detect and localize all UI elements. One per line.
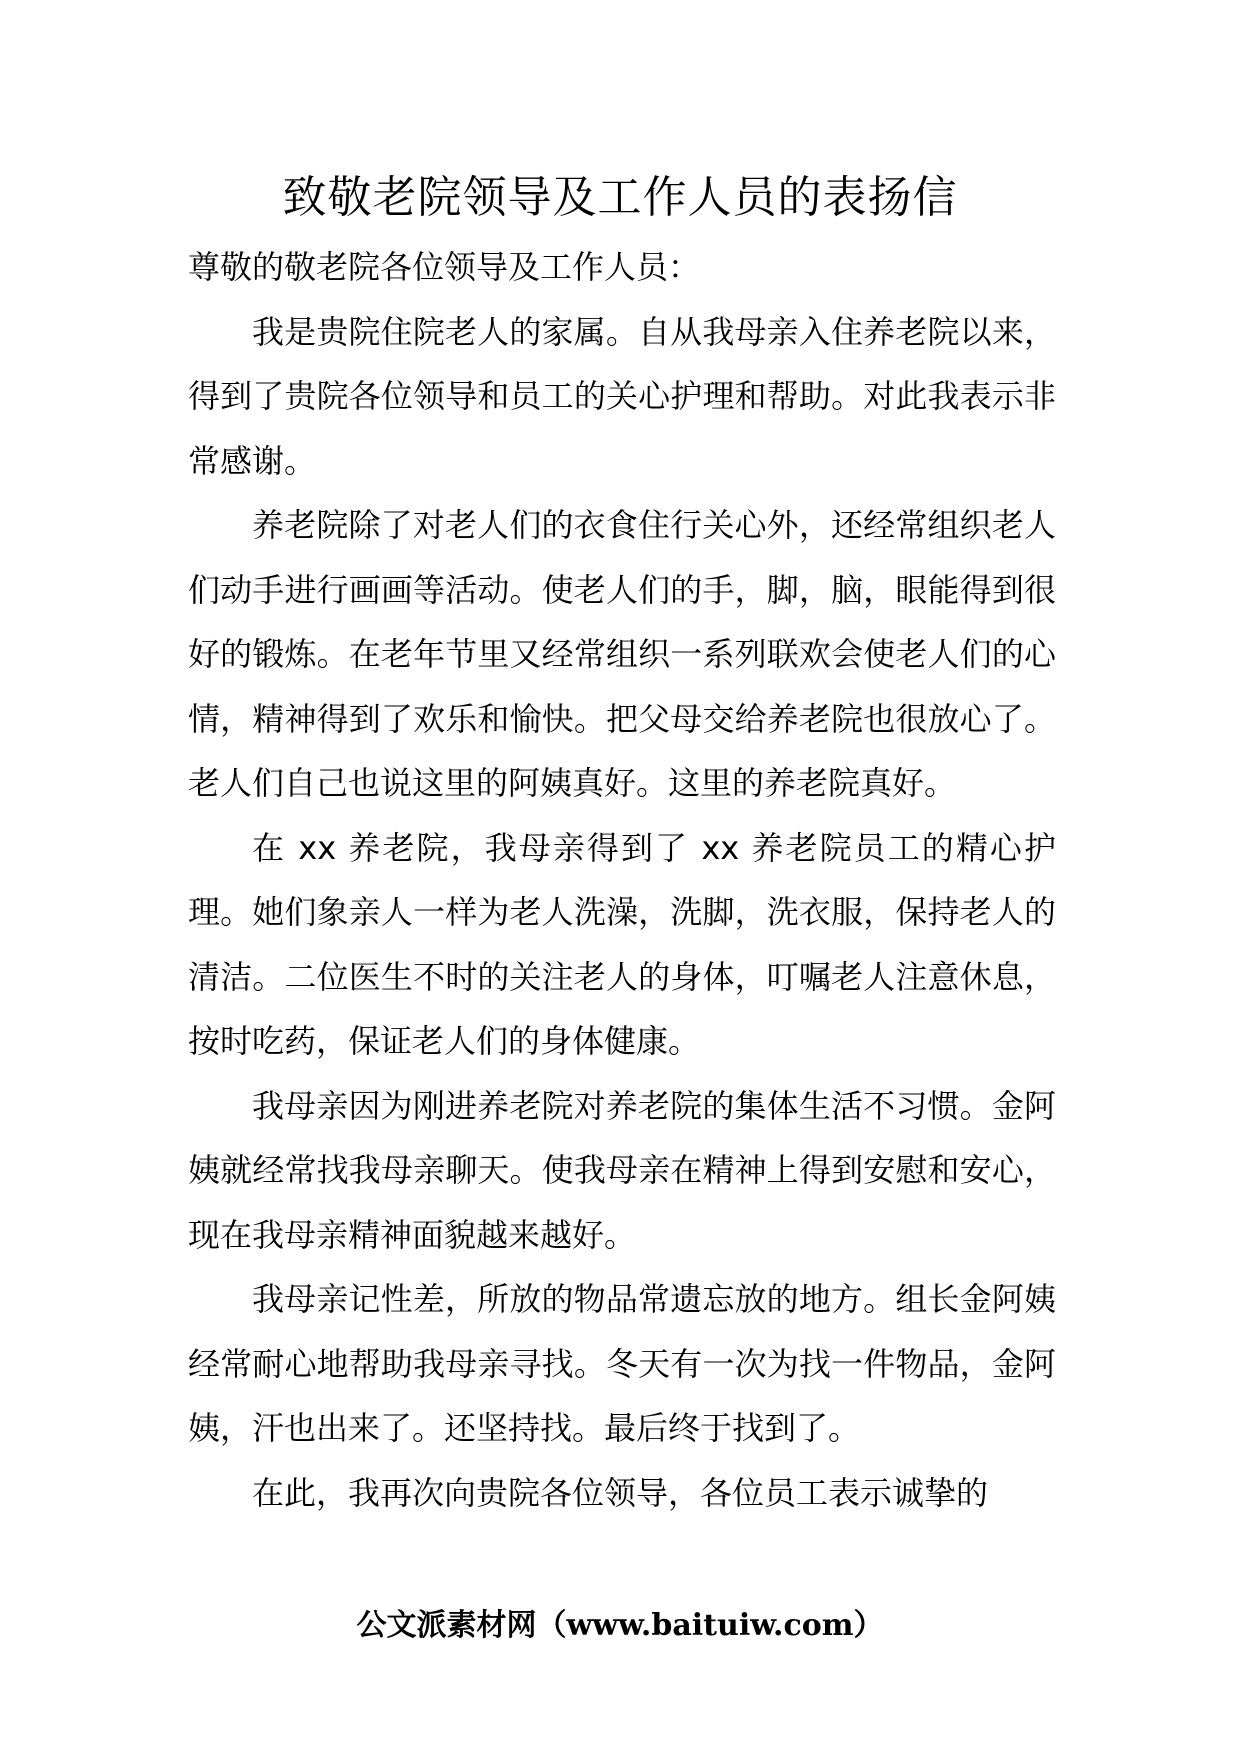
paragraph: 我母亲记性差，所放的物品常遗忘放的地方。组长金阿姨经常耐心地帮助我母亲寻找。冬天有一次为找一件物品，金阿姨，汗也出来了。还坚持找。最后终于找到了。 [188, 1280, 1056, 1447]
paragraph: 我母亲因为刚进养老院对养老院的集体生活不习惯。金阿姨就经常找我母亲聊天。使我母亲在精神上得到安慰和安心，现在我母亲精神面貌越来越好。 [188, 1086, 1056, 1254]
salutation: 尊敬的敬老院各位领导及工作人员： [188, 248, 701, 286]
paragraph: 我是贵院住院老人的家属。自从我母亲入住养老院以来，得到了贵院各位领导和员工的关心护理和帮助。对此我表示非常感谢。 [188, 312, 1056, 480]
letter-body [188, 235, 1056, 1525]
paragraph: 在此，我再次向贵院各位领导，各位员工表示诚挚的 [252, 1473, 989, 1512]
document-title: 致敬老院领导及工作人员的表扬信 [282, 172, 958, 223]
paragraph: 养老院除了对老人们的衣食住行关心外，还经常组织老人们动手进行画画等活动。使老人们的手，脚，脑，眼能得到很好的锻炼。在老年节里又经常组织一系列联欢会使老人们的心情，精神得到了欢乐和愉快。把父母交给养老院也很放心了。老人们自己也说这里的阿姨真好。这里的养老院真好。 [188, 506, 1056, 802]
paragraph: 在 xx 养老院，我母亲得到了 xx 养老院员工的精心护理。她们象亲人一样为老人洗澡，洗脚，洗衣服，保持老人的清洁。二位医生不时的关注老人的身体，叮嘱老人注意休息，按时吃药，保证老人们的身体健康。 [188, 828, 1056, 1060]
footer-watermark: 公文派素材网（www.baituiw.com） [356, 1608, 884, 1643]
